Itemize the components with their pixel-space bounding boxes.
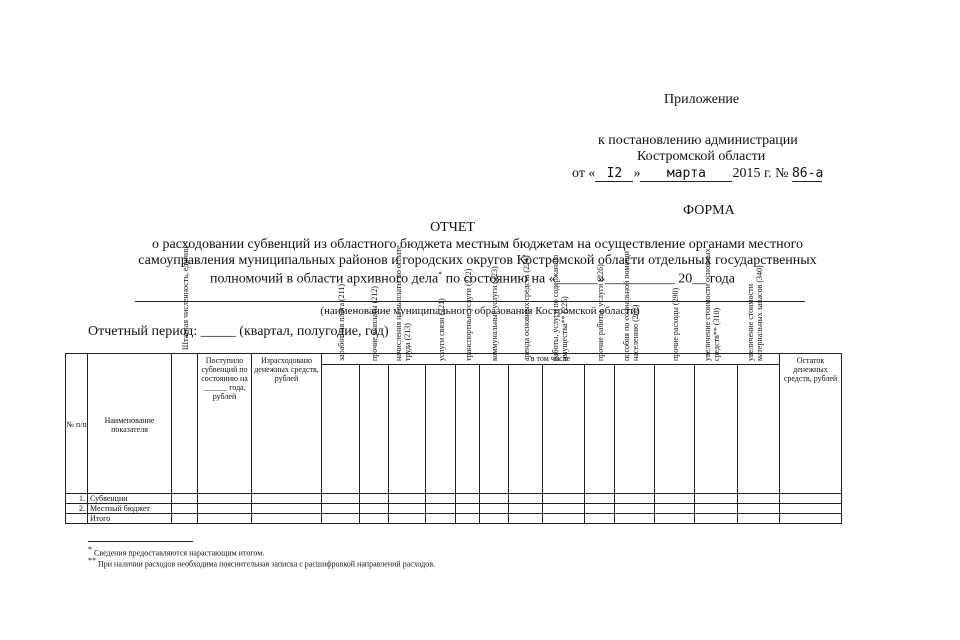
table-cell[interactable] [198,504,252,514]
column-header-213: начисления на выплаты по оплате труда (213) [389,365,426,494]
table-cell[interactable] [543,514,585,524]
footnote-2 [88,556,435,569]
table-cell[interactable] [615,504,655,514]
column-header-received: Поступило субвенций по состоянию на ______ года, рублей [198,354,252,494]
table-cell[interactable] [509,494,543,504]
form-label: ФОРМА [683,203,735,218]
column-header-223: коммунальные услуги (223) [480,365,509,494]
column-header-310: увеличение стоимости основных средств** (310) [695,365,738,494]
row-number: 2. [66,504,88,514]
table-cell[interactable] [322,514,360,524]
column-header-222: транспортные услуги (222) [456,365,480,494]
column-header-212: прочие выплаты (212) [360,365,389,494]
table-cell[interactable] [585,494,615,504]
title-line-2: самоуправления муниципальных районов и городских округов Костромской области отдельных государственных [138,253,817,268]
column-header-221: услуги связи (221) [426,365,456,494]
table-cell[interactable] [615,514,655,524]
table-cell[interactable] [780,514,842,524]
table-cell[interactable] [480,494,509,504]
table-cell[interactable] [738,514,780,524]
table-cell[interactable] [322,504,360,514]
row-label: Субвенции [88,494,172,504]
date-line [572,166,822,182]
table-cell[interactable] [738,504,780,514]
table-cell[interactable] [780,504,842,514]
table-cell[interactable] [172,514,198,524]
report-title: ОТЧЕТ [430,220,475,235]
table-cell[interactable] [695,494,738,504]
date-year: 2015 г. № [732,166,789,181]
table-cell[interactable] [426,494,456,504]
column-header-balance: Остаток денежных средств, рублей [780,354,842,494]
title-line-3-b: по состоянию на «______»__________ 20__ года [442,271,736,287]
table-cell[interactable] [360,494,389,504]
footnote-1-text: Сведения предоставляются нарастающим итогом. [94,548,265,558]
table-cell[interactable] [456,504,480,514]
table-cell[interactable] [426,504,456,514]
table-row [66,504,842,514]
footnote-separator [88,541,193,542]
title-line-3-a: полномочий в области архивного дела [209,271,439,287]
column-header-spent: Израсходовано денежных средств, рублей [252,354,322,494]
column-header-290: прочие расходы (290) [655,365,695,494]
column-header-211: заработная плата (211) [322,365,360,494]
table-cell[interactable] [480,514,509,524]
table-cell[interactable] [456,494,480,504]
table-cell[interactable] [480,504,509,514]
table-cell[interactable] [252,514,322,524]
table-cell[interactable] [360,514,389,524]
date-prefix: от « [572,166,596,181]
municipality-caption: (наименование муниципального образования Костромской области) [320,305,640,317]
column-header-340: увеличение стоимости материальных запасов (340) [738,365,780,494]
date-mid: » [633,166,641,181]
column-header-226: прочие работы, услуги (226) [585,365,615,494]
table-cell[interactable] [695,504,738,514]
table-cell[interactable] [543,504,585,514]
column-header-262: пособия по социальной помощи населению (262) [615,365,655,494]
table-row [66,514,842,524]
footnote-1-mark: * [88,545,92,554]
row-number: 1. [66,494,88,504]
row-label: Местный бюджет [88,504,172,514]
region-line: Костромской области [637,149,766,164]
table-cell[interactable] [389,494,426,504]
table-cell[interactable] [172,494,198,504]
table-cell[interactable] [509,514,543,524]
date-month: марта [640,166,732,182]
column-group-including: в том числе [322,354,780,365]
table-cell[interactable] [426,514,456,524]
row-label: Итого [88,514,172,524]
document-number: 86-а [791,166,824,181]
table-cell[interactable] [585,504,615,514]
table-cell[interactable] [585,514,615,524]
column-header-staff: Штатная численность, единиц [172,354,198,494]
table-cell[interactable] [389,504,426,514]
column-header-name: Наименование показателя [88,354,172,494]
table-row [66,494,842,504]
table-cell[interactable] [509,504,543,514]
table-cell[interactable] [456,514,480,524]
appendix-label: Приложение [664,92,740,107]
date-day: I2 [595,166,633,182]
table-cell[interactable] [389,514,426,524]
table-cell[interactable] [172,504,198,514]
table-cell[interactable] [655,494,695,504]
footnote-2-text: При наличии расходов необходима пояснительная записка с расшифровкой направлений расходов. [98,559,435,569]
table-cell[interactable] [780,494,842,504]
table-cell[interactable] [252,504,322,514]
title-line-1: о расходовании субвенций из областного бюджета местным бюджетам на осуществление органами местного [152,237,803,252]
resolution-line: к постановлению администрации [598,133,798,148]
table-cell[interactable] [615,494,655,504]
column-header-number: № п/п [66,354,88,494]
table-cell[interactable] [198,494,252,504]
column-header-225: работы, услуги по содержанию имущества** (225) [543,365,585,494]
row-number [66,514,88,524]
table-cell[interactable] [655,514,695,524]
table-cell[interactable] [252,494,322,504]
footnote-2-mark: ** [88,556,96,565]
table-cell[interactable] [198,514,252,524]
reporting-period: Отчетный период: _____ (квартал, полугодие, год) [88,324,389,339]
table-cell[interactable] [695,514,738,524]
footnote-mark-1: * [438,270,443,279]
table-cell[interactable] [322,494,360,504]
table-cell[interactable] [543,494,585,504]
table-cell[interactable] [738,494,780,504]
table-cell[interactable] [655,504,695,514]
column-header-224: аренда основных средств (224) [509,365,543,494]
table-cell[interactable] [360,504,389,514]
